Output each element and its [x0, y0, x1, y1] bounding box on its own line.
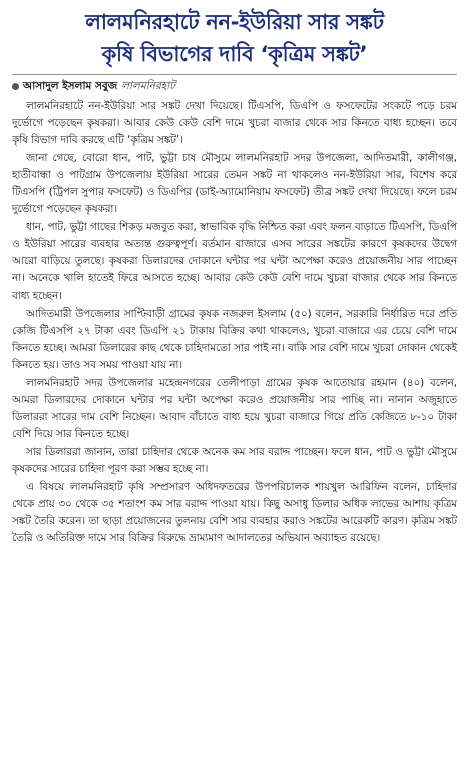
bullet-icon [12, 83, 19, 90]
byline-author: আসাদুল ইসলাম সবুজ [23, 80, 118, 92]
article-paragraph: এ বিষয়ে লালমনিরহাট কৃষি সম্প্রসারণ অধিদফতরের উপপরিচালক শায়খুল আরিফিন বলেন, চাহিদার থেকে প্রায় ৩০ থেকে ৩৫ শতাংশ কম সার বরাদ্দ পাওয়া যায়। কিছু অসাধু ডিলার অধিক লাভের আশায় কৃত্রিম সঙ্কট তৈরি করেন। তা ছাড়া প্রয়োজনের তুলনায় বেশি সার ব্যবহার করাও সঙ্কটের আরেকটি কারণ। কৃত্রিম সঙ্কট তৈরি ও অতিরিক্ত দামে সার বিক্রির বিরুদ্ধে ভ্রাম্যমাণ আদালতের অভিযান অব্যাহত রয়েছে। [12, 481, 457, 545]
article-paragraph: সার ডিলাররা জানান, তারা চাহিদার থেকে অনেক কম সার বরাদ্দ পাচ্ছেন। ফলে ধান, পাট ও ভুট্টা মৌসুমে কৃষকদের সারের চাহিদা পূরণ করা সম্ভব হচ্ছে না। [12, 445, 457, 475]
article-body [12, 98, 457, 547]
headline-line-2: কৃষি বিভাগের দাবি ‘কৃত্রিম সঙ্কট’ [101, 42, 368, 66]
byline [12, 74, 457, 94]
article-paragraph: ধান, পাট, ভুট্টা গাছের শিকড় মজবুত করা, স্বাভাবিক বৃদ্ধি নিশ্চিত করা এবং ফলন বাড়াতে টিএসপি, ডিএপি ও ইউরিয়া সারের ব্যবহার অত্যন্ত গুরুত্বপূর্ণ। বর্তমান বাজারে এসব সারের সঙ্কটের কারণে কৃষকদের উদ্বেগ আরো বাড়িয়ে তুলছে। কৃষকরা ডিলারদের দোকানে ঘন্টার পর ঘন্টা অপেক্ষা করেও প্রয়োজনীয় সার পাচ্ছেন না। অনেকে খালি হাতেই ফিরে আসতে হচ্ছে। আবার কেউ কেউ বেশি দামে খুচরা বাজার থেকে সার কিনতে বাধ্য হচ্ছেন। [12, 221, 457, 302]
article-paragraph: লালমনিরহাট সদর উপজেলার মহেন্দ্রনগরের তেলীপাড়া গ্রামের কৃষক আতোয়ার রহমান (৪০) বলেন, আমরা ডিলারদের দোকানে ঘন্টার পর ঘন্টা অপেক্ষা করেও প্রয়োজনীয় সার পাচ্ছি না। নানান অজুহাতে ডিলাররা সারের দাম বেশি নিচ্ছেন। আবাদ বাঁচাতে বাধ্য হয়ে খুচরা বাজারে গিয়ে প্রতি কেজিতে ৮-১০ টাকা বেশি দিয়ে সার কিনতে হচ্ছে। [12, 376, 457, 440]
article-paragraph: আদিতমারী উপজেলার সাপ্টিবাড়ী গ্রামের কৃষক নজরুল ইসলাম (৫০) বলেন, সরকারি নির্ধারিত দরে প্রতি কেজি টিএসপি ২৭ টাকা এবং ডিএপি ২১ টাকায় বিক্রির কথা থাকলেও, খুচরা বাজারে এর চেয়ে বেশি দামে কিনতে হচ্ছে। আমরা ডিলারের কাছ থেকে চাহিদামতো সার পাই না। বাকি সার বেশি দামে খুচরা দোকান থেকেই কিনতে হয়। তাও সব সময় পাওয়া যায় না। [12, 307, 457, 371]
headline-line-1: লালমনিরহাটে নন-ইউরিয়া সার সঙ্কট [85, 10, 384, 34]
article-paragraph: জানা গেছে, বোরো ধান, পাট, ভুট্টা চাষ মৌসুমে লালমনিরহাট সদর উপজেলা, আদিতমারী, কালীগঞ্জ, হাতীবান্ধা ও পাটগ্রাম উপজেলায় ইউরিয়া সারের তেমন সঙ্কট না থাকলেও নন-ইউরিয়া সার, বিশেষ করে টিএসপি (ট্রিপল সুপার ফসফেট) ও ডিএপির (ডাই-অ্যামোনিয়াম ফসফেট) তীব্র সঙ্কট দেখা দিয়েছে। ফলে চরম দুর্ভোগে পড়েছেন কৃষকরা। [12, 152, 457, 216]
byline-place: লালমনিরহাট [121, 80, 176, 92]
headline [12, 6, 457, 70]
article-paragraph: লালমনিরহাটে নন-ইউরিয়া সার সঙ্কট দেখা দিয়েছে। টিএসপি, ডিএপি ও ফসফেটের সংকটে পড়ে চরম দুর্ভোগে পড়েছেন কৃষকরা। আবার কেউ কেউ বেশি দামে খুচরা বাজার থেকে সার কিনতে বাধ্য হচ্ছেন। তবে কৃষি বিভাগ দাবি করছে এটি ‘কৃত্রিম সঙ্কট’। [12, 100, 457, 147]
